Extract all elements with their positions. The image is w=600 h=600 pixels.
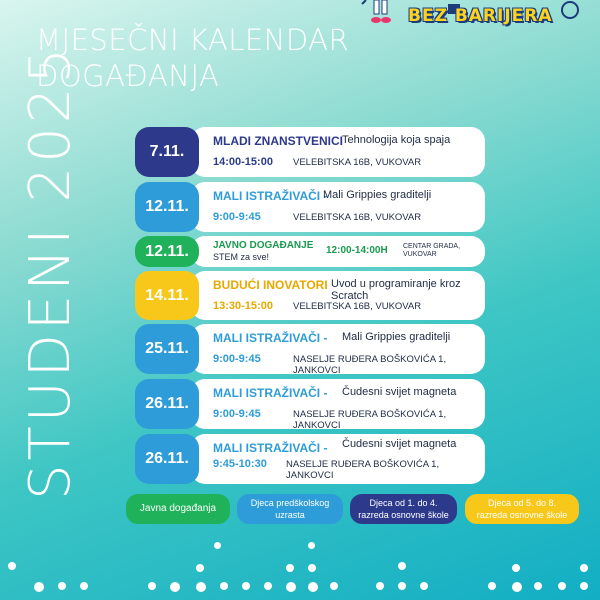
month-label: STUDENI 2025 bbox=[18, 44, 83, 500]
dot bbox=[220, 582, 228, 590]
event-date-badge: 25.11. bbox=[135, 324, 199, 374]
event-row bbox=[135, 379, 485, 429]
event-date-badge: 12.11. bbox=[135, 182, 199, 232]
event-title: Mali Grippies graditelji bbox=[323, 189, 432, 201]
event-date-badge: 14.11. bbox=[135, 271, 199, 320]
event-category: JAVNO DOGAĐANJE bbox=[213, 240, 314, 251]
event-row bbox=[135, 236, 485, 267]
event-row bbox=[135, 434, 485, 484]
event-time: 9:00-9:45 bbox=[213, 353, 261, 365]
event-card bbox=[191, 379, 485, 429]
event-location: CENTAR GRADA, VUKOVAR bbox=[403, 243, 461, 258]
decorative-dots bbox=[0, 530, 600, 600]
dot bbox=[264, 582, 272, 590]
dot bbox=[196, 582, 206, 592]
event-date-badge: 26.11. bbox=[135, 379, 199, 429]
event-card bbox=[191, 127, 485, 177]
dot bbox=[398, 582, 406, 590]
dot bbox=[286, 582, 296, 592]
dot bbox=[308, 582, 318, 592]
dot bbox=[580, 564, 588, 572]
logo-text: BEZ BARIJERA bbox=[408, 6, 553, 26]
event-time: 14:00-15:00 bbox=[213, 156, 273, 168]
dot bbox=[534, 582, 542, 590]
event-location: VELEBITSKA 16B, VUKOVAR bbox=[293, 157, 422, 168]
event-time: 12:00-14:00H bbox=[326, 245, 388, 256]
event-card bbox=[191, 236, 485, 267]
event-time: 9:00-9:45 bbox=[213, 211, 261, 223]
event-title: Mali Grippies graditelji bbox=[342, 331, 451, 343]
event-row bbox=[135, 324, 485, 374]
legend-public-events: Javna događanja bbox=[126, 494, 230, 524]
event-date-badge: 26.11. bbox=[135, 434, 199, 484]
event-row bbox=[135, 271, 485, 320]
event-row bbox=[135, 182, 485, 232]
dot bbox=[420, 582, 428, 590]
event-row bbox=[135, 127, 485, 177]
page-title-line2: DOGAĐANJA bbox=[36, 59, 220, 93]
event-title: Čudesni svijet magneta bbox=[342, 386, 457, 398]
dot bbox=[80, 582, 88, 590]
dot bbox=[330, 582, 338, 590]
dot bbox=[170, 582, 180, 592]
dot bbox=[148, 582, 156, 590]
event-card bbox=[191, 434, 485, 484]
event-category: MALI ISTRAŽIVAČI - bbox=[213, 331, 328, 345]
legend-grades-5-8: Djeca od 5. do 8. razreda osnovne škole bbox=[465, 494, 579, 524]
event-category: BUDUĆI INOVATORI bbox=[213, 278, 328, 292]
event-date-badge: 12.11. bbox=[135, 236, 199, 267]
event-card bbox=[191, 182, 485, 232]
dot bbox=[308, 564, 316, 572]
event-time: 13:30-15:00 bbox=[213, 300, 273, 312]
dot bbox=[558, 582, 566, 590]
event-title: Uvod u programiranje kroz Scratch bbox=[331, 278, 461, 302]
event-location: NASELJE RUĐERA BOŠKOVIĆA 1, JANKOVCI bbox=[293, 354, 447, 376]
dot bbox=[398, 562, 406, 570]
dot bbox=[286, 564, 294, 572]
event-title: STEM za sve! bbox=[213, 252, 270, 262]
event-title: Čudesni svijet magneta bbox=[342, 438, 457, 450]
event-location: VELEBITSKA 16B, VUKOVAR bbox=[293, 212, 422, 223]
event-card bbox=[191, 271, 485, 320]
event-card bbox=[191, 324, 485, 374]
dot bbox=[512, 564, 520, 572]
dot bbox=[376, 582, 384, 590]
dot bbox=[512, 582, 522, 592]
dot bbox=[308, 542, 315, 549]
legend-grades-1-4: Djeca od 1. do 4. razreda osnovne škole bbox=[350, 494, 457, 524]
dot bbox=[580, 582, 588, 590]
legend-preschool: Djeca predškolskog uzrasta bbox=[237, 494, 343, 524]
dot bbox=[58, 582, 66, 590]
dot bbox=[488, 582, 496, 590]
event-title: Tehnologija koja spaja bbox=[342, 134, 451, 146]
dot bbox=[34, 582, 44, 592]
dot bbox=[214, 542, 221, 549]
dot bbox=[196, 564, 204, 572]
event-category: MLADI ZNANSTVENICI bbox=[213, 134, 343, 148]
event-location: NASELJE RUĐERA BOŠKOVIĆA 1, JANKOVCI bbox=[293, 409, 447, 431]
event-category: MALI ISTRAŽIVAČI - bbox=[213, 441, 328, 455]
event-category: MALI ISTRAŽIVAČI - bbox=[213, 189, 328, 203]
dot bbox=[8, 562, 16, 570]
event-location: VELEBITSKA 16B, VUKOVAR bbox=[293, 301, 422, 312]
event-location: NASELJE RUĐERA BOŠKOVIĆA 1, JANKOVCI bbox=[286, 459, 440, 481]
event-time: 9:45-10:30 bbox=[213, 458, 267, 470]
dot bbox=[242, 582, 250, 590]
event-category: MALI ISTRAŽIVAČI - bbox=[213, 386, 328, 400]
event-date-badge: 7.11. bbox=[135, 127, 199, 177]
page-title-line1: MJESEČNI KALENDAR bbox=[36, 23, 350, 57]
event-time: 9:00-9:45 bbox=[213, 408, 261, 420]
